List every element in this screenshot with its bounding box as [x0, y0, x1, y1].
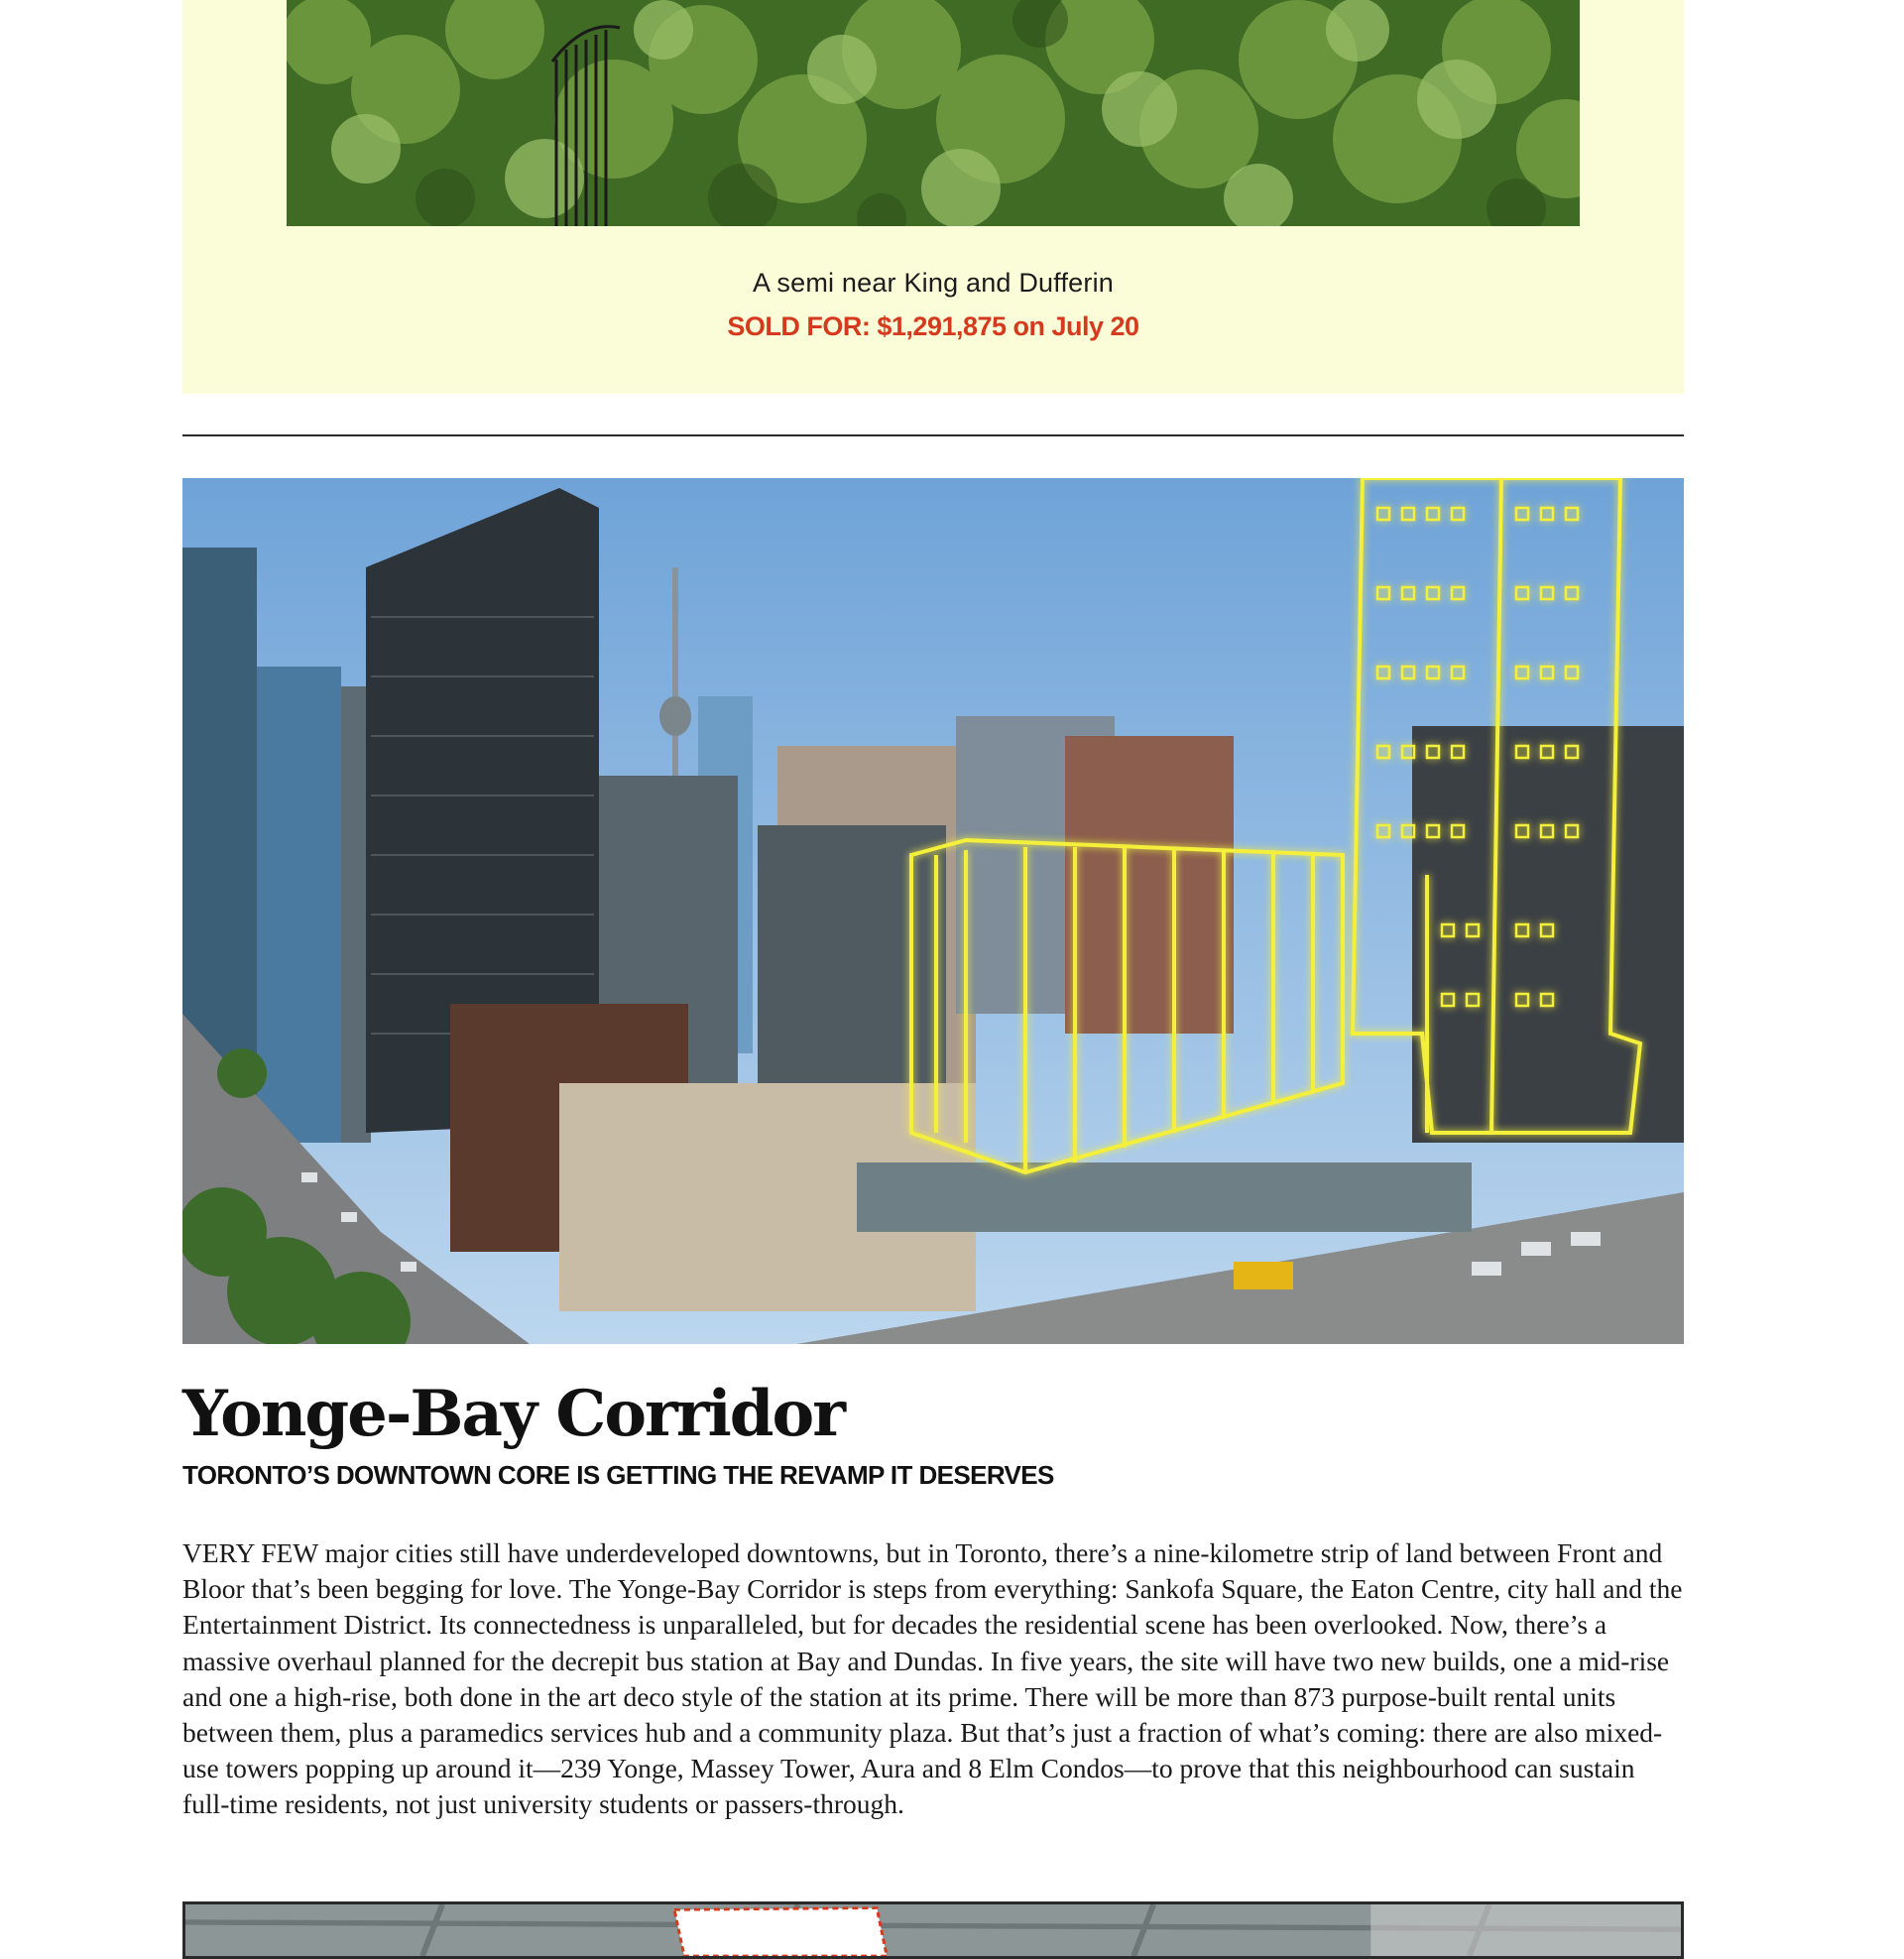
- city-illustration: [182, 478, 1684, 1344]
- yonge-bay-photo: [182, 478, 1684, 1344]
- hedge-photo: [287, 0, 1580, 226]
- sold-price: SOLD FOR: $1,291,875 on July 20: [727, 311, 1139, 341]
- hedge-illustration: [287, 0, 1580, 226]
- map-preview: [182, 1901, 1684, 1959]
- listing-card: [182, 0, 1684, 394]
- article-body: VERY FEW major cities still have underdeveloped downtowns, but in Toronto, there’s a nine-kilometre strip of land between Front and Bloor that’s been begging for love. The Yonge-Bay Corridor is steps from everything: Sankofa Square, the Eaton Centre, city hall and the Entertainment District. Its connectedness is unparalleled, but for decades the residential scene has been overlooked. Now, there’s a massive overhaul planned for the decrepit bus station at Bay and Dundas. In five years, the site will have two new builds, one a mid-rise and one a high-rise, both done in the art deco style of the station at its prime. There will be more than 873 purpose-built rental units between them, plus a paramedics services hub and a community plaza. But that’s just a fraction of what’s coming: there are also mixed-use towers popping up around it—239 Yonge, Massey Tower, Aura and 8 Elm Condos—to prove that this neighbourhood can sustain full-time residents, not just university students or passers-through.: [182, 1537, 1683, 1820]
- photo-caption: A semi near King and Dufferin: [752, 268, 1114, 298]
- article-headline: Yonge-Bay Corridor: [182, 1377, 844, 1451]
- section-divider: [182, 434, 1684, 436]
- article-subheading: TORONTO’S DOWNTOWN CORE IS GETTING THE REVAMP IT DESERVES: [182, 1460, 1054, 1490]
- map-illustration: [185, 1904, 1681, 1956]
